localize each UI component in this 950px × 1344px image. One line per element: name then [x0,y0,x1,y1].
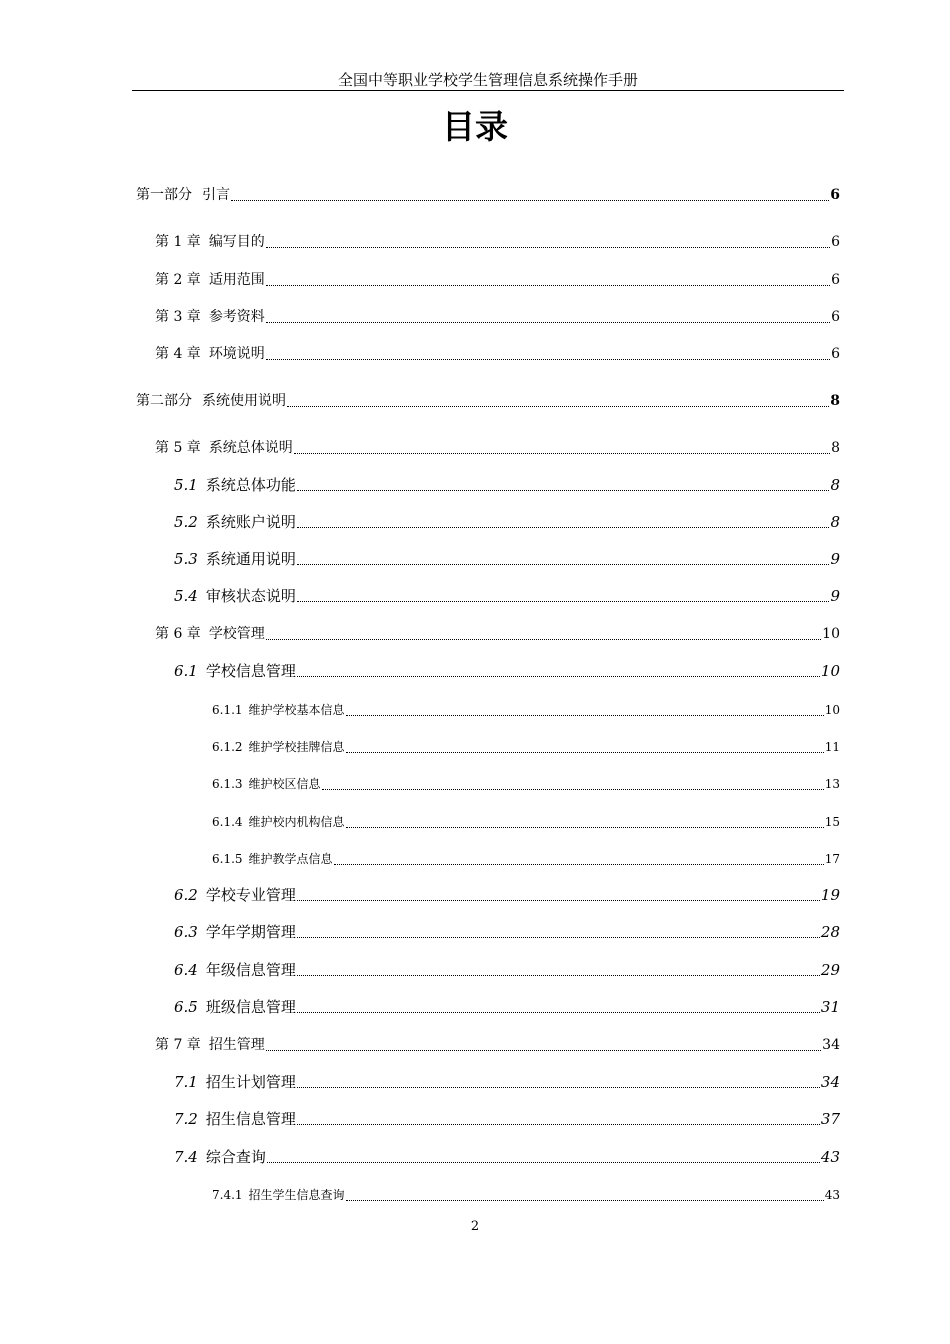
toc-entry-page: 9 [830,550,840,568]
toc-entry-page: 6 [831,309,840,325]
toc-entry-text: 系统账户说明 [205,513,296,531]
toc-entry-label [136,391,286,411]
toc-entry-number: 第 3 章 [155,309,201,325]
toc-entry-label [212,1185,345,1205]
toc-entry-number: 6.2 [174,886,198,904]
toc-entry-text: 学年学期管理 [205,923,296,941]
toc-entry-text: 学校专业管理 [205,886,296,904]
toc-entry-text: 维护校内机构信息 [248,815,345,829]
toc-entry-label [174,960,296,980]
toc-entry-page: 9 [830,587,840,605]
toc-entry[interactable] [136,185,840,205]
toc-dot-leader [266,285,830,286]
toc-entry-label [174,512,296,532]
toc-entry-page: 34 [822,1037,840,1053]
toc-entry-number: 6.1.4 [212,815,243,829]
toc-entry[interactable] [212,774,840,794]
toc-entry-text: 系统通用说明 [205,550,296,568]
toc-title: 目录 [442,107,508,146]
toc-entry[interactable] [174,997,840,1017]
toc-entry-page: 10 [822,626,840,642]
toc-entry[interactable] [174,1072,840,1092]
toc-dot-leader [334,864,824,865]
toc-entry[interactable] [174,586,840,606]
toc-entry[interactable] [155,232,840,252]
toc-dot-leader [297,564,830,565]
toc-entry-label [136,185,230,205]
toc-entry-text: 维护学校基本信息 [248,703,345,717]
toc-entry-number: 第二部分 [136,393,192,409]
toc-entry-text: 引言 [202,187,230,203]
toc-entry[interactable] [174,1109,840,1129]
toc-entry-page: 43 [820,1148,840,1166]
toc-entry-label [155,624,265,644]
toc-dot-leader [297,490,830,491]
toc-entry[interactable] [212,812,840,832]
toc-entry[interactable] [174,549,840,569]
toc-entry-label [174,922,296,942]
toc-entry-label [174,586,296,606]
toc-entry-label [212,737,345,757]
toc-entry-page: 6 [830,187,840,203]
toc-dot-leader [297,937,820,938]
toc-entry-number: 7.4.1 [212,1188,243,1202]
toc-entry-number: 6.1.3 [212,777,243,791]
toc-entry-number: 6.1.5 [212,852,243,866]
toc-entry-text: 招生学生信息查询 [248,1188,345,1202]
toc-entry-label [212,700,345,720]
toc-dot-leader [266,1050,821,1051]
toc-entry-text: 环境说明 [208,346,265,362]
toc-entry-number: 7.4 [174,1148,198,1166]
toc-entry-number: 第 6 章 [155,626,201,642]
toc-entry[interactable] [212,1185,840,1205]
toc-entry-number: 第 4 章 [155,346,201,362]
toc-entry-text: 维护校区信息 [248,777,321,791]
toc-dot-leader [294,453,830,454]
toc-dot-leader [297,1124,820,1125]
toc-entry-page: 19 [820,886,840,904]
toc-entry-text: 招生计划管理 [205,1073,296,1091]
toc-entry[interactable] [136,391,840,411]
toc-entry-page: 37 [820,1110,840,1128]
toc-dot-leader [231,200,829,201]
toc-entry-number: 第 7 章 [155,1037,201,1053]
toc-entry-number: 6.4 [174,961,198,979]
toc-entry-label [174,661,296,681]
toc-entry-label [174,549,296,569]
toc-entry-number: 7.1 [174,1073,198,1091]
toc-entry-label [155,344,265,364]
toc-entry[interactable] [212,849,840,869]
toc-entry-label [212,849,333,869]
toc-entry-number: 6.5 [174,998,198,1016]
toc-entry[interactable] [174,922,840,942]
toc-entry-text: 学校信息管理 [205,662,296,680]
toc-entry-text: 系统总体说明 [208,440,293,456]
toc-entry[interactable] [174,1147,840,1167]
toc-dot-leader [346,715,824,716]
toc-entry-text: 参考资料 [208,309,265,325]
toc-entry-page: 8 [830,476,840,494]
toc-entry-page: 10 [820,662,840,680]
toc-entry-number: 第 5 章 [155,440,201,456]
toc-dot-leader [346,1200,824,1201]
toc-dot-leader [297,527,830,528]
toc-dot-leader [266,322,830,323]
toc-entry-label [212,774,321,794]
toc-entry-page: 31 [820,998,840,1016]
toc-entry-text: 招生管理 [208,1037,265,1053]
toc-entry[interactable] [155,270,840,290]
toc-entry-label [155,232,265,252]
toc-entry[interactable] [174,885,840,905]
toc-entry-label [174,1109,296,1129]
toc-entry-label [155,270,265,290]
toc-dot-leader [322,789,824,790]
toc-dot-leader [297,975,820,976]
toc-entry-label [212,812,345,832]
toc-entry-text: 适用范围 [208,272,265,288]
toc-entry[interactable] [155,344,840,364]
toc-dot-leader [297,1012,820,1013]
toc-entry[interactable] [155,1035,840,1055]
toc-entry-text: 班级信息管理 [205,998,296,1016]
toc-entry-label [174,885,296,905]
header-title: 全国中等职业学校学生管理信息系统操作手册 [337,71,638,89]
toc-entry-page: 17 [824,852,840,866]
toc-entry-number: 6.3 [174,923,198,941]
toc-entry-page: 8 [830,393,840,409]
toc-dot-leader [267,1162,820,1163]
page-number: 2 [470,1219,480,1234]
toc-entry[interactable] [174,512,840,532]
toc-dot-leader [287,406,829,407]
toc-entry-text: 编写目的 [208,234,265,250]
toc-entry-number: 5.2 [174,513,198,531]
toc-entry[interactable] [155,438,840,458]
toc-dot-leader [266,359,830,360]
toc-dot-leader [266,247,830,248]
toc-entry-text: 系统总体功能 [205,476,296,494]
toc-entry[interactable] [155,307,840,327]
toc-entry-number: 6.1.2 [212,740,243,754]
toc-entry-label [174,997,296,1017]
toc-entry-page: 6 [831,346,840,362]
toc-entry-text: 系统使用说明 [202,393,286,409]
toc-entry-page: 28 [820,923,840,941]
toc-entry-number: 5.4 [174,587,198,605]
toc-entry-page: 13 [824,777,840,791]
toc-entry-label [155,1035,265,1055]
toc-entry-number: 5.3 [174,550,198,568]
toc-entry-number: 第 1 章 [155,234,201,250]
toc-entry-page: 8 [831,440,840,456]
toc-entry[interactable] [155,624,840,644]
toc-entry-page: 6 [831,272,840,288]
toc-entry-text: 审核状态说明 [205,587,296,605]
toc-entry-page: 6 [831,234,840,250]
toc-dot-leader [297,1087,820,1088]
toc-entry-number: 5.1 [174,476,198,494]
toc-dot-leader [266,639,821,640]
toc-entry-page: 11 [824,740,840,754]
toc-entry-text: 学校管理 [208,626,265,642]
toc-entry-label [174,1072,296,1092]
toc-entry-number: 6.1.1 [212,703,243,717]
toc-entry-page: 34 [820,1073,840,1091]
toc-entry-page: 29 [820,961,840,979]
toc-entry[interactable] [174,661,840,681]
toc-entry[interactable] [212,737,840,757]
toc-dot-leader [297,900,820,901]
toc-dot-leader [346,752,824,753]
toc-entry[interactable] [174,475,840,495]
toc-entry-page: 10 [824,703,840,717]
toc-entry-label [174,475,296,495]
toc-entry-label [155,438,293,458]
toc-entry[interactable] [212,700,840,720]
toc-entry-page: 8 [830,513,840,531]
toc-entry-page: 15 [824,815,840,829]
toc-dot-leader [297,676,820,677]
toc-entry-text: 综合查询 [205,1148,266,1166]
toc-entry-number: 7.2 [174,1110,198,1128]
toc-entry-label [155,307,265,327]
toc-entry-label [174,1147,266,1167]
toc-entry[interactable] [174,960,840,980]
toc-entry-text: 年级信息管理 [205,961,296,979]
toc-entry-number: 6.1 [174,662,198,680]
toc-entry-text: 维护学校挂牌信息 [248,740,345,754]
toc-entry-number: 第 2 章 [155,272,201,288]
toc-dot-leader [297,601,830,602]
toc-entry-text: 招生信息管理 [205,1110,296,1128]
toc-entry-number: 第一部分 [136,187,192,203]
toc-entry-text: 维护教学点信息 [248,852,333,866]
toc-entry-page: 43 [824,1188,840,1202]
toc-dot-leader [346,827,824,828]
